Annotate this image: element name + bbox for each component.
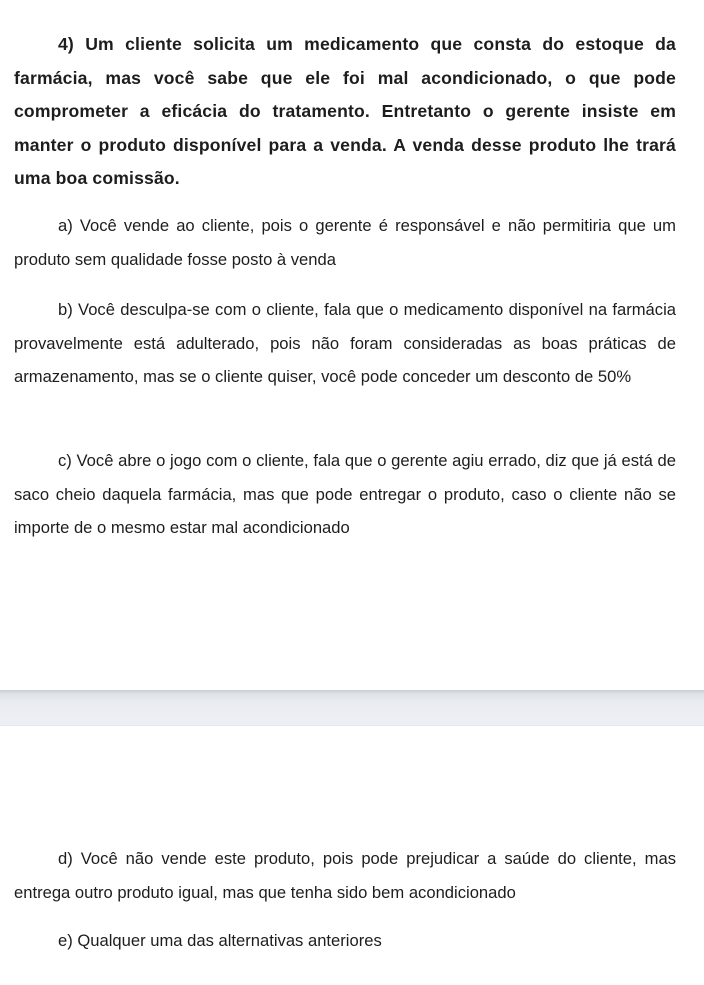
page-break-line <box>0 725 704 726</box>
question-text: 4) Um cliente solicita um medicamento que consta do estoque da farmácia, mas você sabe que ele foi mal acondicionado, o que pode comprometer a eficácia do tratamento. Entretanto o gerente insiste em manter o produto disponível para a venda. A venda desse produto lhe trará uma boa comissão. <box>14 34 676 188</box>
option-c: c) Você abre o jogo com o cliente, fala que o gerente agiu errado, diz que já está de saco cheio daquela farmácia, mas que pode entregar o produto, caso o cliente não se importe de o mesmo estar mal acondicionado <box>14 451 676 537</box>
page-break-separator <box>0 690 704 726</box>
option-b: b) Você desculpa-se com o cliente, fala que o medicamento disponível na farmácia provavelmente está adulterado, pois não foram consideradas as boas práticas de armazenamento, mas se o cliente quiser, você pode conceder um desconto de 50% <box>14 300 676 386</box>
option-d: d) Você não vende este produto, pois pode prejudicar a saúde do cliente, mas entrega outro produto igual, mas que tenha sido bem acondicionado <box>14 849 676 902</box>
option-a: a) Você vende ao cliente, pois o gerente é responsável e não permitiria que um produto sem qualidade fosse posto à venda <box>14 216 676 269</box>
option-e: e) Qualquer uma das alternativas anteriores <box>58 931 382 950</box>
